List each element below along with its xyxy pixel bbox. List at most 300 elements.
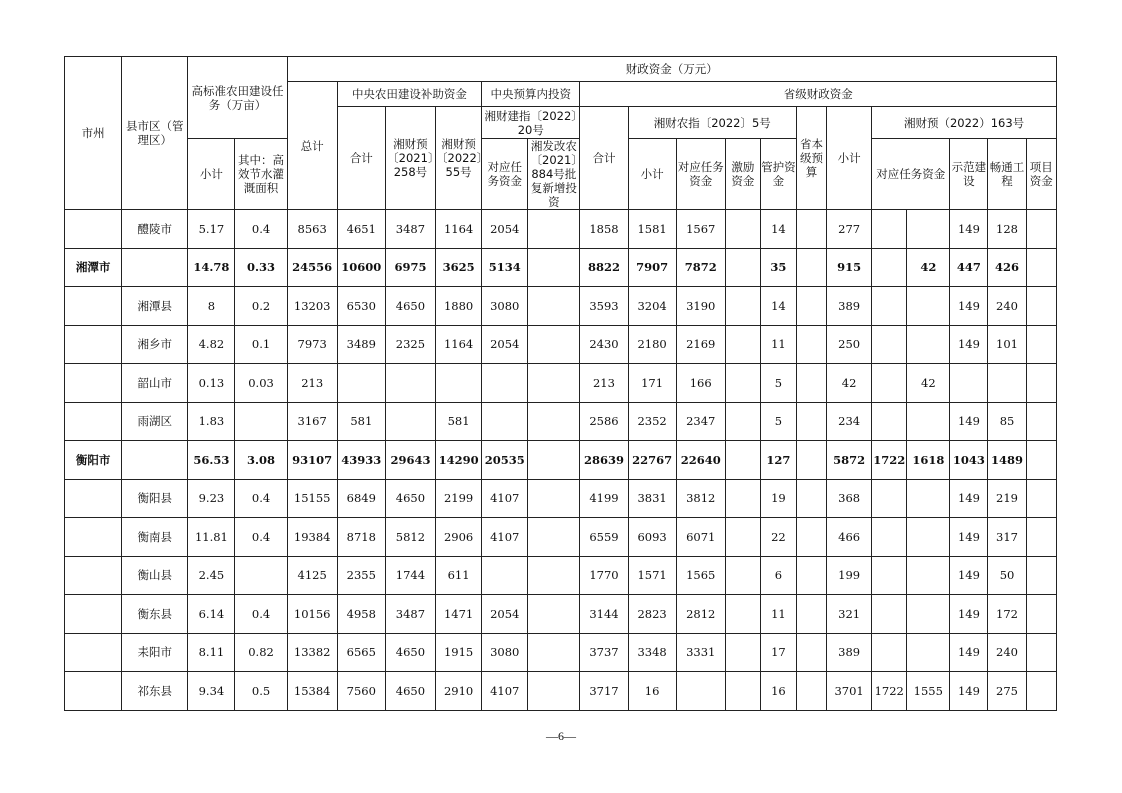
table-cell: 2430	[580, 325, 628, 364]
table-cell: 2823	[628, 595, 676, 634]
table-cell: 13382	[287, 633, 337, 672]
header-pv-total: 合计	[580, 107, 628, 210]
funding-table	[64, 56, 1057, 711]
table-cell	[65, 518, 122, 557]
table-cell	[65, 556, 122, 595]
table-cell: 湘潭县	[122, 287, 188, 326]
table-cell: 16	[760, 672, 796, 711]
table-cell: 4107	[482, 672, 528, 711]
table-cell	[528, 248, 580, 287]
table-cell: 13203	[287, 287, 337, 326]
table-cell: 5	[760, 402, 796, 441]
table-cell	[482, 556, 528, 595]
table-cell: 6093	[628, 518, 676, 557]
table-cell: 3812	[676, 479, 725, 518]
table-cell: 2910	[436, 672, 482, 711]
header-central-subsidy: 中央农田建设补助资金	[337, 82, 481, 107]
table-row-city-total	[65, 441, 1057, 480]
table-cell	[725, 479, 760, 518]
table-cell: 1581	[628, 210, 676, 249]
table-cell	[1026, 518, 1056, 557]
table-cell	[725, 441, 760, 480]
table-cell: 2906	[436, 518, 482, 557]
table-cell: 389	[827, 287, 872, 326]
table-cell: 611	[436, 556, 482, 595]
table-cell	[65, 672, 122, 711]
table-row	[65, 325, 1057, 364]
table-cell: 6530	[337, 287, 385, 326]
table-row	[65, 402, 1057, 441]
table-cell	[122, 441, 188, 480]
table-cell: 24556	[287, 248, 337, 287]
table-cell	[725, 633, 760, 672]
table-cell: 42	[827, 364, 872, 403]
table-cell: 4958	[337, 595, 385, 634]
table-cell	[907, 633, 950, 672]
table-row	[65, 633, 1057, 672]
table-cell: 2325	[385, 325, 435, 364]
table-cell: 8563	[287, 210, 337, 249]
table-cell: 7872	[676, 248, 725, 287]
table-cell: 2586	[580, 402, 628, 441]
table-cell	[725, 364, 760, 403]
table-cell	[872, 287, 907, 326]
table-cell	[65, 633, 122, 672]
table-cell: 韶山市	[122, 364, 188, 403]
table-cell: 4.82	[188, 325, 235, 364]
table-cell: 447	[950, 248, 988, 287]
table-cell	[872, 210, 907, 249]
table-cell: 6071	[676, 518, 725, 557]
table-cell	[1026, 287, 1056, 326]
table-cell	[725, 287, 760, 326]
table-cell	[65, 595, 122, 634]
table-cell: 6	[760, 556, 796, 595]
table-cell	[796, 287, 826, 326]
table-cell: 15155	[287, 479, 337, 518]
table-cell: 4199	[580, 479, 628, 518]
table-cell: 1770	[580, 556, 628, 595]
table-cell	[65, 210, 122, 249]
table-cell	[988, 364, 1026, 403]
table-cell: 1164	[436, 325, 482, 364]
table-cell	[1026, 325, 1056, 364]
table-cell: 3080	[482, 287, 528, 326]
table-cell: 3831	[628, 479, 676, 518]
table-cell	[1026, 556, 1056, 595]
table-cell: 3.08	[235, 441, 287, 480]
table-cell	[796, 210, 826, 249]
table-cell: 4107	[482, 518, 528, 557]
table-body	[65, 210, 1057, 711]
table-cell: 3204	[628, 287, 676, 326]
table-cell: 6849	[337, 479, 385, 518]
table-cell	[796, 402, 826, 441]
table-cell: 2355	[337, 556, 385, 595]
table-cell: 湘乡市	[122, 325, 188, 364]
table-cell	[528, 364, 580, 403]
table-cell: 雨湖区	[122, 402, 188, 441]
header-central-budget: 中央预算内投资	[482, 82, 580, 107]
table-cell	[950, 364, 988, 403]
table-cell	[385, 402, 435, 441]
table-cell	[796, 518, 826, 557]
table-cell: 581	[436, 402, 482, 441]
table-cell	[1026, 479, 1056, 518]
table-cell: 7560	[337, 672, 385, 711]
table-cell: 衡山县	[122, 556, 188, 595]
table-cell: 172	[988, 595, 1026, 634]
table-cell: 1565	[676, 556, 725, 595]
table-cell: 50	[988, 556, 1026, 595]
table-cell: 149	[950, 479, 988, 518]
table-cell	[1026, 672, 1056, 711]
table-cell: 0.4	[235, 518, 287, 557]
table-cell: 0.13	[188, 364, 235, 403]
table-cell: 0.4	[235, 479, 287, 518]
table-cell	[65, 479, 122, 518]
table-row	[65, 518, 1057, 557]
table-cell: 3701	[827, 672, 872, 711]
header-pv163-project: 项目资金	[1026, 139, 1056, 210]
table-cell: 0.5	[235, 672, 287, 711]
table-cell: 1043	[950, 441, 988, 480]
table-cell: 6975	[385, 248, 435, 287]
table-cell	[725, 325, 760, 364]
table-cell: 0.1	[235, 325, 287, 364]
table-cell: 1858	[580, 210, 628, 249]
table-cell: 8.11	[188, 633, 235, 672]
table-cell	[1026, 633, 1056, 672]
table-cell: 3080	[482, 633, 528, 672]
table-cell: 14290	[436, 441, 482, 480]
header-pv-doc5: 湘财农指〔2022〕5号	[628, 107, 796, 139]
table-cell: 149	[950, 518, 988, 557]
table-cell	[907, 402, 950, 441]
table-cell	[796, 248, 826, 287]
table-cell: 1880	[436, 287, 482, 326]
table-cell: 0.4	[235, 595, 287, 634]
table-row	[65, 364, 1057, 403]
table-cell: 5	[760, 364, 796, 403]
header-cb-doc: 湘财建指〔2022〕20号	[482, 107, 580, 139]
table-cell: 0.33	[235, 248, 287, 287]
table-cell: 1555	[907, 672, 950, 711]
table-cell	[872, 364, 907, 403]
table-cell: 3348	[628, 633, 676, 672]
table-cell: 4650	[385, 287, 435, 326]
header-cs-2022-55: 湘财预〔2022〕55号	[436, 107, 482, 210]
table-row	[65, 595, 1057, 634]
table-cell: 128	[988, 210, 1026, 249]
table-cell	[65, 402, 122, 441]
table-cell	[482, 364, 528, 403]
table-cell	[528, 518, 580, 557]
table-cell: 6.14	[188, 595, 235, 634]
table-cell	[907, 325, 950, 364]
table-cell: 2.45	[188, 556, 235, 595]
header-pv5-maint: 管护资金	[760, 139, 796, 210]
table-row	[65, 479, 1057, 518]
table-row-city-total	[65, 248, 1057, 287]
table-cell: 29643	[385, 441, 435, 480]
table-cell: 14	[760, 210, 796, 249]
table-row	[65, 672, 1057, 711]
table-cell: 3190	[676, 287, 725, 326]
table-cell: 171	[628, 364, 676, 403]
table-cell	[872, 325, 907, 364]
header-cs-total: 合计	[337, 107, 385, 210]
table-cell	[337, 364, 385, 403]
table-cell: 101	[988, 325, 1026, 364]
table-cell: 耒阳市	[122, 633, 188, 672]
table-cell	[907, 595, 950, 634]
table-cell: 7907	[628, 248, 676, 287]
table-cell: 醴陵市	[122, 210, 188, 249]
table-cell: 2054	[482, 210, 528, 249]
table-cell: 10156	[287, 595, 337, 634]
table-cell: 20535	[482, 441, 528, 480]
table-cell: 368	[827, 479, 872, 518]
table-cell: 240	[988, 287, 1026, 326]
table-cell	[796, 479, 826, 518]
table-cell: 0.4	[235, 210, 287, 249]
table-cell	[907, 518, 950, 557]
table-cell: 8718	[337, 518, 385, 557]
table-cell	[436, 364, 482, 403]
table-cell: 3737	[580, 633, 628, 672]
table-cell: 8	[188, 287, 235, 326]
table-cell: 277	[827, 210, 872, 249]
table-cell	[528, 479, 580, 518]
table-cell: 1571	[628, 556, 676, 595]
table-cell: 3487	[385, 210, 435, 249]
table-cell: 3167	[287, 402, 337, 441]
table-cell	[725, 248, 760, 287]
table-cell	[528, 441, 580, 480]
table-cell	[796, 556, 826, 595]
table-cell: 149	[950, 595, 988, 634]
table-cell: 4650	[385, 672, 435, 711]
table-cell	[725, 210, 760, 249]
table-cell: 426	[988, 248, 1026, 287]
header-pv5-incentive: 激励资金	[725, 139, 760, 210]
table-cell: 240	[988, 633, 1026, 672]
table-cell: 1567	[676, 210, 725, 249]
table-cell	[1026, 595, 1056, 634]
table-cell: 祁东县	[122, 672, 188, 711]
table-cell	[676, 672, 725, 711]
table-cell: 93107	[287, 441, 337, 480]
header-hsf-task: 高标准农田建设任务（万亩）	[188, 57, 287, 139]
table-cell: 466	[827, 518, 872, 557]
table-cell: 19384	[287, 518, 337, 557]
table-cell: 166	[676, 364, 725, 403]
table-cell: 85	[988, 402, 1026, 441]
table-cell: 衡阳县	[122, 479, 188, 518]
table-cell	[1026, 248, 1056, 287]
table-cell: 10600	[337, 248, 385, 287]
header-pv5-subtotal: 小计	[628, 139, 676, 210]
table-cell: 9.34	[188, 672, 235, 711]
table-row	[65, 556, 1057, 595]
header-total: 总计	[287, 82, 337, 210]
table-cell	[872, 402, 907, 441]
table-cell	[528, 672, 580, 711]
header-county: 县市区（管理区）	[122, 57, 188, 210]
table-cell: 4651	[337, 210, 385, 249]
table-cell: 219	[988, 479, 1026, 518]
table-cell: 149	[950, 633, 988, 672]
table-cell: 1915	[436, 633, 482, 672]
header-pv163-demo: 示范建设	[950, 139, 988, 210]
table-cell: 317	[988, 518, 1026, 557]
table-cell: 275	[988, 672, 1026, 711]
table-cell: 1618	[907, 441, 950, 480]
table-cell: 915	[827, 248, 872, 287]
table-cell	[725, 556, 760, 595]
table-cell: 14	[760, 287, 796, 326]
table-cell: 2199	[436, 479, 482, 518]
table-cell: 2180	[628, 325, 676, 364]
table-cell: 3331	[676, 633, 725, 672]
table-cell: 213	[580, 364, 628, 403]
table-cell: 250	[827, 325, 872, 364]
table-cell: 14.78	[188, 248, 235, 287]
table-cell: 6559	[580, 518, 628, 557]
header-cb-task: 对应任务资金	[482, 139, 528, 210]
table-cell	[1026, 402, 1056, 441]
table-cell: 2347	[676, 402, 725, 441]
header-cb-ndrc: 湘发改农〔2021〕884号批复新增投资	[528, 139, 580, 210]
table-cell: 149	[950, 325, 988, 364]
table-cell: 4650	[385, 633, 435, 672]
table-cell	[796, 325, 826, 364]
table-cell: 0.82	[235, 633, 287, 672]
table-cell	[872, 556, 907, 595]
table-cell: 1722	[872, 441, 907, 480]
table-cell: 42	[907, 364, 950, 403]
table-cell: 22767	[628, 441, 676, 480]
table-cell: 3487	[385, 595, 435, 634]
table-cell	[528, 210, 580, 249]
table-cell	[907, 556, 950, 595]
table-cell	[725, 518, 760, 557]
table-cell	[725, 672, 760, 711]
table-cell	[796, 595, 826, 634]
table-cell	[872, 633, 907, 672]
table-cell	[385, 364, 435, 403]
table-cell: 321	[827, 595, 872, 634]
table-cell	[528, 633, 580, 672]
header-pv5-task: 对应任务资金	[676, 139, 725, 210]
table-cell: 5134	[482, 248, 528, 287]
table-cell	[796, 441, 826, 480]
header-city: 市州	[65, 57, 122, 210]
table-cell: 19	[760, 479, 796, 518]
table-cell: 8822	[580, 248, 628, 287]
table-cell	[528, 287, 580, 326]
table-cell: 389	[827, 633, 872, 672]
table-cell: 11.81	[188, 518, 235, 557]
table-cell	[528, 595, 580, 634]
table-cell	[65, 364, 122, 403]
table-cell: 28639	[580, 441, 628, 480]
header-provincial: 省级财政资金	[580, 82, 1057, 107]
table-cell	[65, 325, 122, 364]
table-cell: 3625	[436, 248, 482, 287]
table-cell: 2169	[676, 325, 725, 364]
table-cell: 6565	[337, 633, 385, 672]
table-cell: 衡东县	[122, 595, 188, 634]
table-cell: 4650	[385, 479, 435, 518]
table-cell	[65, 287, 122, 326]
table-cell	[907, 210, 950, 249]
table-cell: 213	[287, 364, 337, 403]
table-cell: 16	[628, 672, 676, 711]
table-cell	[1026, 364, 1056, 403]
table-cell: 22640	[676, 441, 725, 480]
table-cell: 1744	[385, 556, 435, 595]
table-cell: 0.2	[235, 287, 287, 326]
header-cs-2021-258: 湘财预〔2021〕258号	[385, 107, 435, 210]
header-finance: 财政资金（万元）	[287, 57, 1056, 82]
table-cell: 35	[760, 248, 796, 287]
table-cell: 3144	[580, 595, 628, 634]
header-pv163-task: 对应任务资金	[872, 139, 950, 210]
table-cell: 7973	[287, 325, 337, 364]
table-cell	[796, 633, 826, 672]
table-cell	[725, 595, 760, 634]
table-cell	[1026, 210, 1056, 249]
table-cell: 149	[950, 556, 988, 595]
table-cell	[482, 402, 528, 441]
table-cell	[796, 672, 826, 711]
table-cell: 5872	[827, 441, 872, 480]
table-cell: 127	[760, 441, 796, 480]
table-cell: 22	[760, 518, 796, 557]
table-cell: 1471	[436, 595, 482, 634]
table-cell	[907, 479, 950, 518]
table-cell: 1.83	[188, 402, 235, 441]
table-cell	[235, 402, 287, 441]
table-cell: 9.23	[188, 479, 235, 518]
table-cell: 234	[827, 402, 872, 441]
table-cell: 11	[760, 325, 796, 364]
table-cell: 11	[760, 595, 796, 634]
table-cell: 4125	[287, 556, 337, 595]
table-cell: 581	[337, 402, 385, 441]
table-cell: 149	[950, 672, 988, 711]
table-cell	[1026, 441, 1056, 480]
table-cell: 2054	[482, 595, 528, 634]
table-cell: 43933	[337, 441, 385, 480]
table-cell	[872, 518, 907, 557]
header-hsf-water: 其中：高效节水灌溉面积	[235, 139, 287, 210]
table-cell: 2812	[676, 595, 725, 634]
table-cell: 15384	[287, 672, 337, 711]
table-cell: 3717	[580, 672, 628, 711]
page-number: —6—	[546, 729, 576, 743]
header-pv163-flow: 畅通工程	[988, 139, 1026, 210]
table-cell: 199	[827, 556, 872, 595]
table-cell: 149	[950, 287, 988, 326]
table-cell: 2054	[482, 325, 528, 364]
header-pv-subtotal: 小计	[827, 107, 872, 210]
table-cell	[872, 248, 907, 287]
table-cell	[528, 325, 580, 364]
table-cell	[872, 595, 907, 634]
